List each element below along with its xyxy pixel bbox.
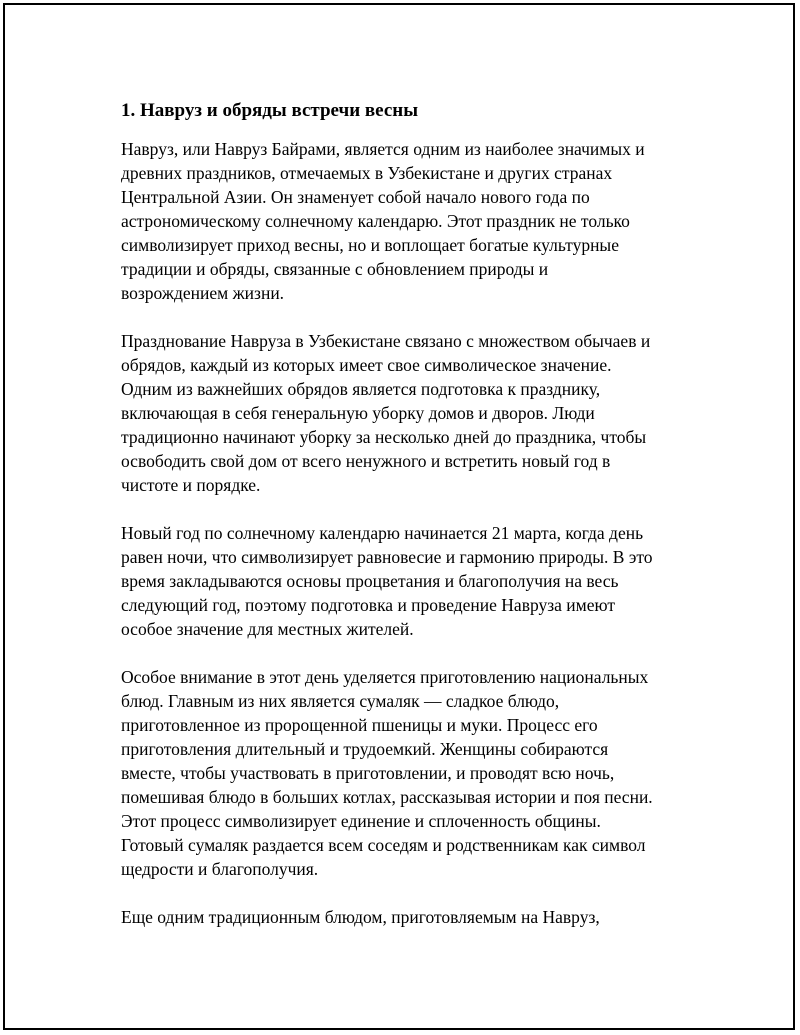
text-line: Празднование Навруза в Узбекистане связано с множеством обычаев и — [121, 331, 651, 351]
text-line: равен ночи, что символизирует равновесие и гармонию природы. В это — [121, 547, 653, 567]
text-line: приготовленное из пророщенной пшеницы и муки. Процесс его — [121, 715, 598, 735]
text-line: освободить свой дом от всего ненужного и встретить новый год в — [121, 451, 611, 471]
text-line: включающая в себя генеральную уборку домов и дворов. Люди — [121, 403, 595, 423]
text-line: следующий год, поэтому подготовка и проведение Навруза имеют — [121, 595, 615, 615]
text-line: Новый год по солнечному календарю начинается 21 марта, когда день — [121, 523, 644, 543]
text-line: возрождением жизни. — [121, 283, 285, 303]
text-line: традиции и обряды, связанные с обновлением природы и — [121, 259, 549, 279]
text-line: Этот процесс символизирует единение и сплоченность общины. — [121, 811, 601, 831]
paragraph-1 — [121, 137, 696, 305]
text-line: Готовый сумаляк раздается всем соседям и родственникам как символ — [121, 835, 646, 855]
text-line: особое значение для местных жителей. — [121, 619, 414, 639]
text-line: Особое внимание в этот день уделяется приготовлению национальных — [121, 667, 649, 687]
text-line: древних праздников, отмечаемых в Узбекистане и других странах — [121, 163, 613, 183]
text-line: вместе, чтобы участвовать в приготовлении, и проводят всю ночь, — [121, 763, 615, 783]
paragraph-2 — [121, 329, 696, 497]
page-border — [3, 3, 795, 1030]
text-line: блюд. Главным из них является сумаляк — сладкое блюдо, — [121, 691, 560, 711]
text-line: астрономическому солнечному календарю. Этот праздник не только — [121, 211, 630, 231]
text-line: приготовления длительный и трудоемкий. Женщины собираются — [121, 739, 609, 759]
text-line: Навруз, или Навруз Байрами, является одним из наиболее значимых и — [121, 139, 645, 159]
text-line: Еще одним традиционным блюдом, приготовляемым на Навруз, — [121, 907, 600, 927]
text-line: Центральной Азии. Он знаменует собой начало нового года по — [121, 187, 590, 207]
section-heading: 1. Навруз и обряды встречи весны — [121, 100, 419, 121]
text-line: традиционно начинают уборку за несколько дней до праздника, чтобы — [121, 427, 647, 447]
text-line: щедрости и благополучия. — [121, 859, 319, 879]
document-body — [121, 93, 696, 953]
paragraph-5 — [121, 905, 696, 929]
text-line: чистоте и порядке. — [121, 475, 261, 495]
paragraph-3 — [121, 521, 696, 641]
text-line: время закладываются основы процветания и благополучия на весь — [121, 571, 619, 591]
text-line: Одним из важнейших обрядов является подготовка к празднику, — [121, 379, 601, 399]
text-line: символизирует приход весны, но и воплощает богатые культурные — [121, 235, 619, 255]
paragraph-4 — [121, 665, 696, 881]
text-line: помешивая блюдо в больших котлах, рассказывая истории и поя песни. — [121, 787, 653, 807]
text-line: обрядов, каждый из которых имеет свое символическое значение. — [121, 355, 612, 375]
